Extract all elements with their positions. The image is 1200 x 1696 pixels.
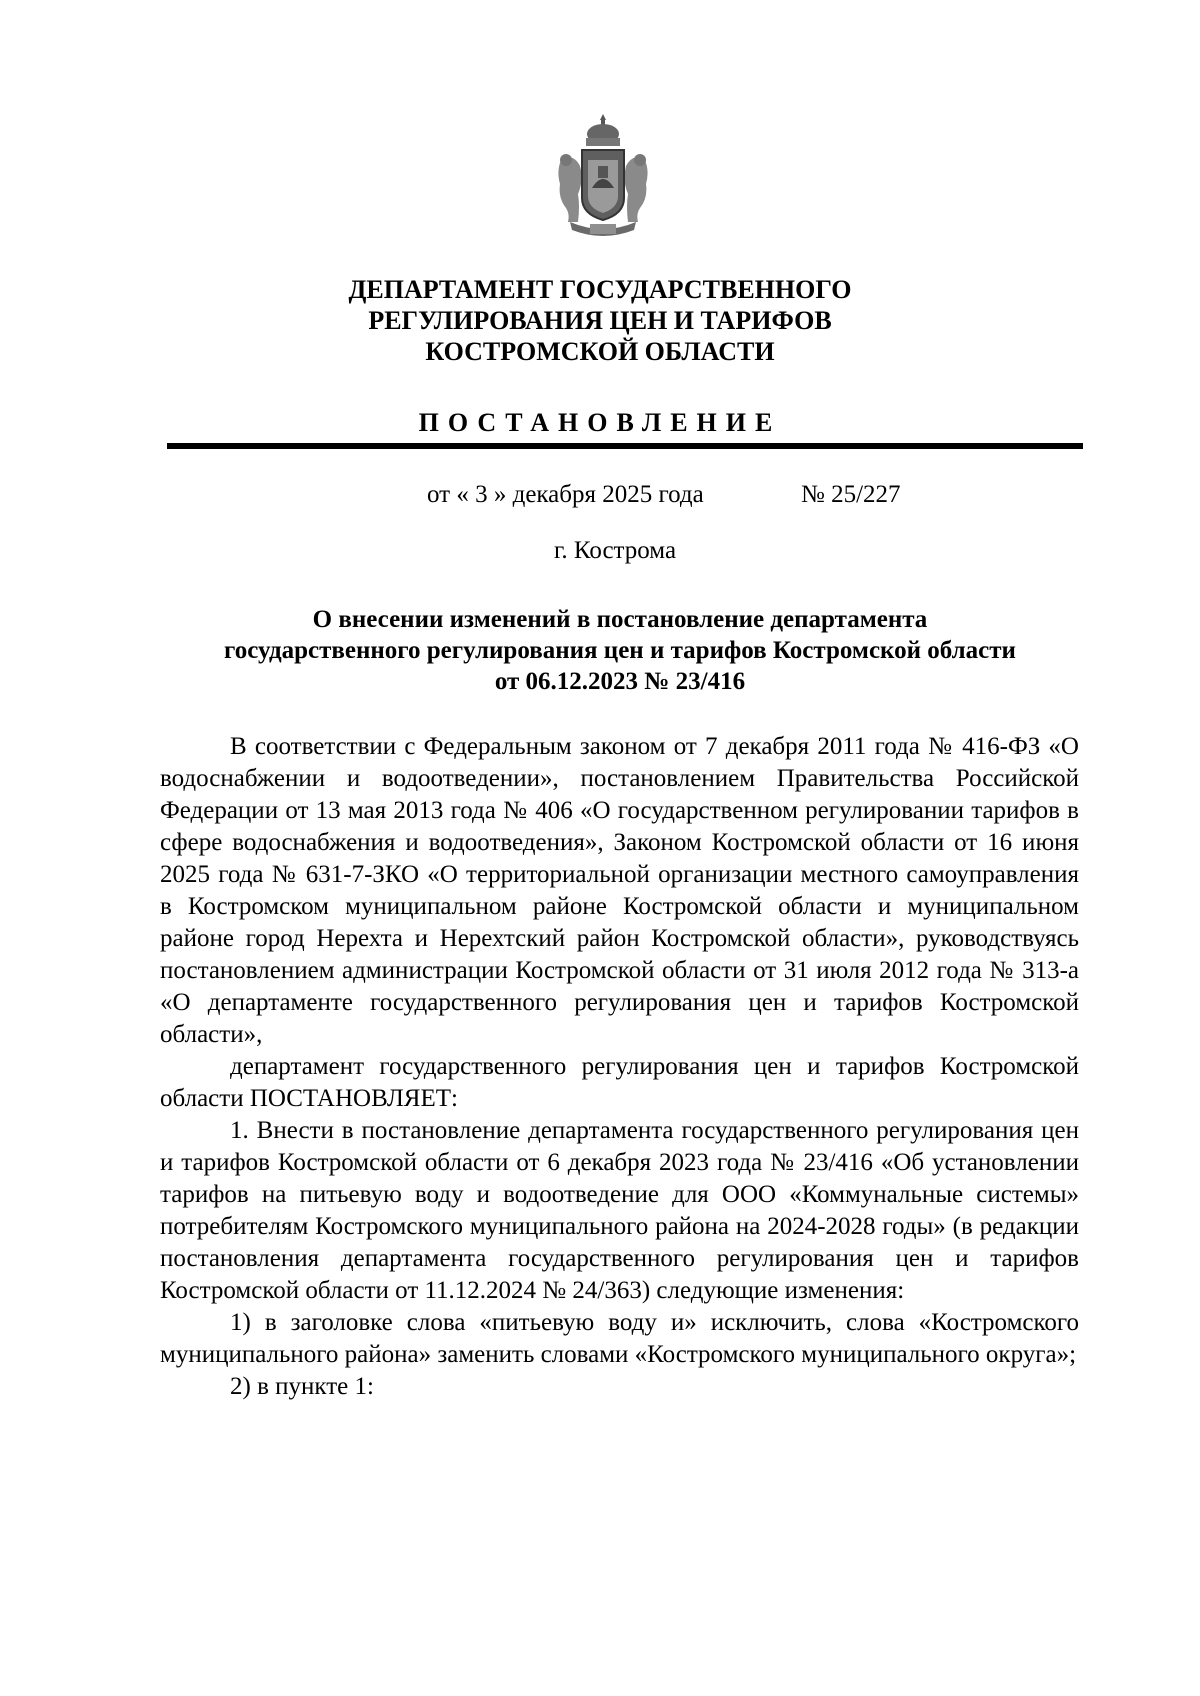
- document-type-heading: ПОСТАНОВЛЕНИЕ: [418, 408, 782, 437]
- subject-line2: государственного регулирования цен и тарифов Костромской области: [224, 637, 1016, 664]
- subject-line1: О внесении изменений в постановление департамента: [312, 606, 928, 633]
- subject-line3: от 06.12.2023 № 23/416: [494, 668, 746, 695]
- department-title: [0, 274, 1200, 367]
- body-paragraph-preamble: В соответствии с Федеральным законом от 7 декабря 2011 года № 416-ФЗ «О водоснабжении и водоотведении», постановлением Правительства Российской Федерации от 13 мая 2013 года № 406 «О государственном регулировании тарифов в сфере водоснабжения и водоотведения», Законом Костромской области от 16 июня 2025 года № 631-7-ЗКО «О территориальной организации местного самоуправления в Костромском муниципальном районе Костромской области и муниципальном районе город Нерехта и Нерехтский район Костромской области», руководствуясь постановлением администрации Костромской области от 31 июля 2012 года № 313-а «О департаменте государственного регулирования цен и тарифов Костромской области»,: [160, 733, 1079, 1048]
- department-title-line2: РЕГУЛИРОВАНИЯ ЦЕН И ТАРИФОВ: [368, 306, 832, 335]
- coat-of-arms-emblem: [548, 110, 658, 240]
- body-paragraph-subitem-1: 1) в заголовке слова «питьевую воду и» исключить, слова «Костромского муниципального района» заменить словами «Костромского муниципального округа»;: [160, 1309, 1079, 1368]
- body-paragraph-subitem-2: 2) в пункте 1:: [230, 1373, 374, 1400]
- body-paragraph-item-1: 1. Внести в постановление департамента государственного регулирования цен и тарифов Костромской области от 6 декабря 2023 года № 23/416 «Об установлении тарифов на питьевую воду и водоотведение для ООО «Коммунальные системы» потребителям Костромского муниципального района на 2024-2028 годы» (в редакции постановления департамента государственного регулирования цен и тарифов Костромской области от 11.12.2024 № 24/363) следующие изменения:: [160, 1117, 1079, 1304]
- document-date: от « 3 » декабря 2025 года: [427, 481, 704, 508]
- header-divider: [167, 443, 1083, 449]
- document-body: [160, 731, 1079, 1403]
- document-city: г. Кострома: [553, 537, 677, 564]
- document-number: № 25/227: [801, 481, 901, 508]
- body-paragraph-resolves: департамент государственного регулирования цен и тарифов Костромской области ПОСТАНОВЛЯЕТ:: [160, 1053, 1079, 1112]
- document-subject: [160, 604, 1080, 697]
- department-title-line3: КОСТРОМСКОЙ ОБЛАСТИ: [425, 337, 775, 366]
- department-title-line1: ДЕПАРТАМЕНТ ГОСУДАРСТВЕННОГО: [348, 275, 852, 304]
